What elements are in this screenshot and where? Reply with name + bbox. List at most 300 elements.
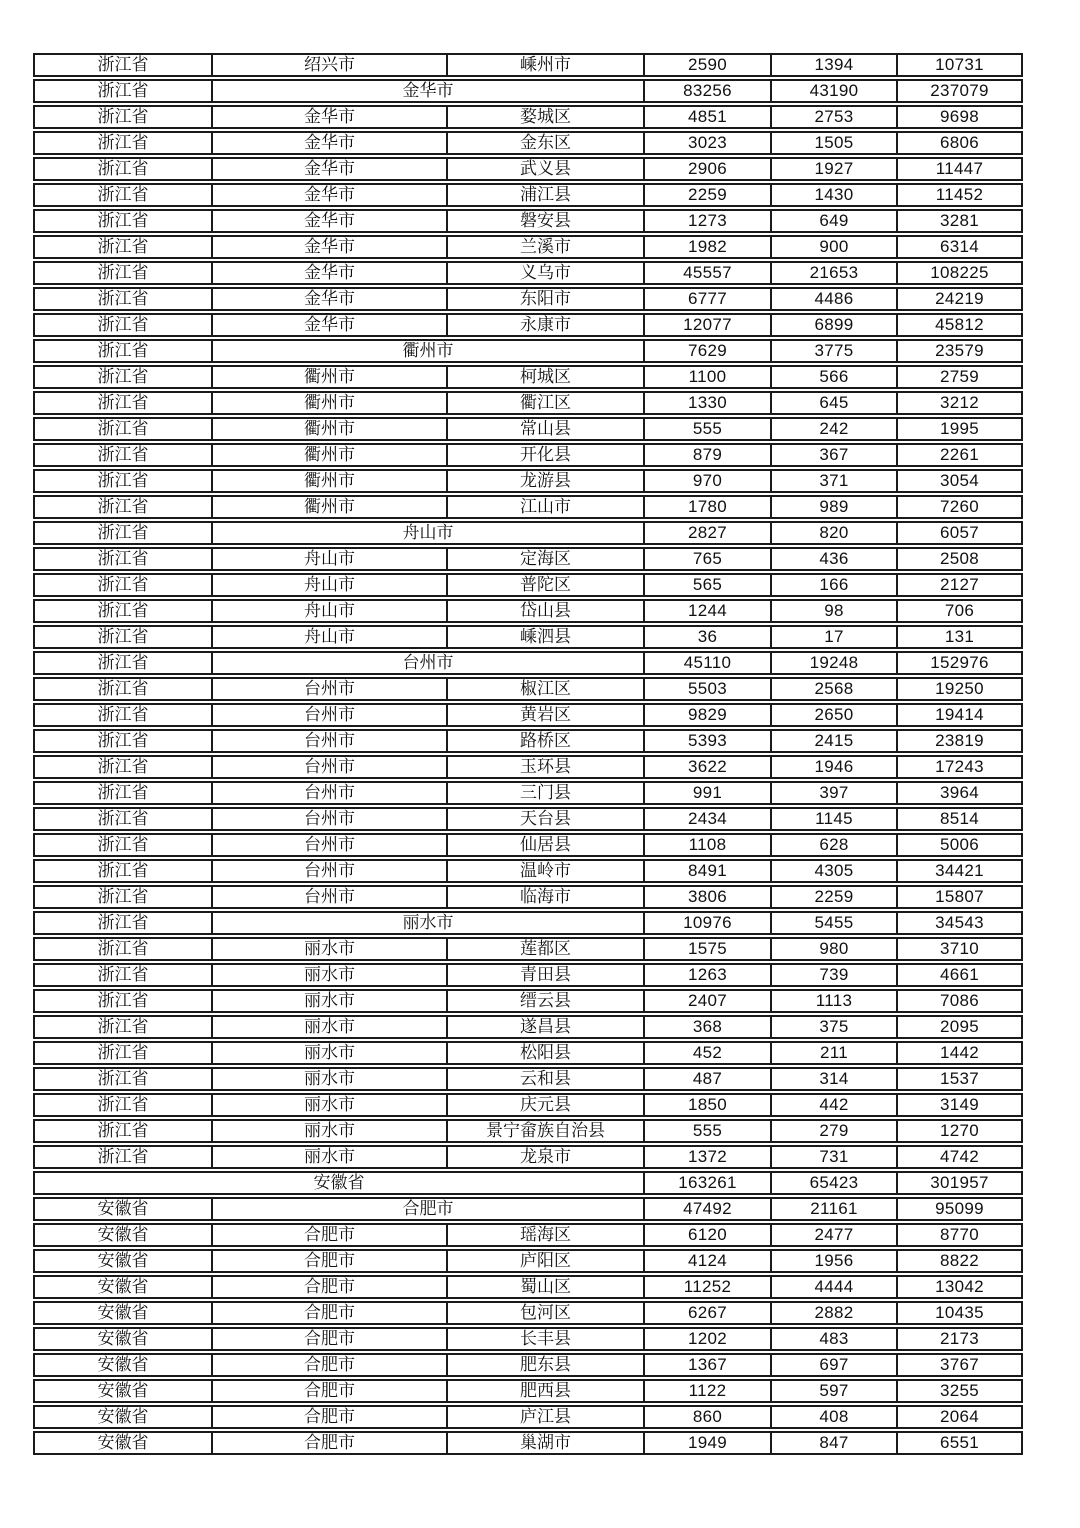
cell-value-3: 15807 (898, 885, 1023, 909)
city-total-row (33, 79, 1023, 103)
cell-value-3: 2127 (898, 573, 1023, 597)
cell-city-merged: 合肥市 (213, 1197, 645, 1221)
cell-value-1: 6120 (645, 1223, 772, 1247)
cell-value-2: 98 (772, 599, 898, 623)
cell-city: 衢州市 (213, 443, 448, 467)
table-row (33, 1249, 1023, 1273)
cell-district: 黄岩区 (448, 703, 645, 727)
cell-city: 舟山市 (213, 573, 448, 597)
cell-city: 金华市 (213, 183, 448, 207)
cell-value-2: 21161 (772, 1197, 898, 1221)
cell-value-2: 1430 (772, 183, 898, 207)
cell-value-2: 375 (772, 1015, 898, 1039)
table-row (33, 1353, 1023, 1377)
cell-district: 临海市 (448, 885, 645, 909)
table-row (33, 1379, 1023, 1403)
cell-value-2: 628 (772, 833, 898, 857)
cell-value-1: 3806 (645, 885, 772, 909)
cell-district: 浦江县 (448, 183, 645, 207)
cell-city: 舟山市 (213, 625, 448, 649)
cell-value-1: 2590 (645, 53, 772, 77)
cell-district: 义乌市 (448, 261, 645, 285)
cell-value-3: 9698 (898, 105, 1023, 129)
cell-value-3: 3281 (898, 209, 1023, 233)
cell-province: 安徽省 (33, 1353, 213, 1377)
cell-city: 舟山市 (213, 547, 448, 571)
cell-value-3: 6551 (898, 1431, 1023, 1455)
cell-value-3: 23579 (898, 339, 1023, 363)
cell-value-2: 442 (772, 1093, 898, 1117)
cell-value-1: 1202 (645, 1327, 772, 1351)
cell-city-merged: 台州市 (213, 651, 645, 675)
cell-value-1: 555 (645, 1119, 772, 1143)
cell-province: 浙江省 (33, 1145, 213, 1169)
table-row (33, 599, 1023, 623)
cell-value-2: 4305 (772, 859, 898, 883)
cell-city: 金华市 (213, 261, 448, 285)
cell-city: 合肥市 (213, 1327, 448, 1351)
cell-province: 浙江省 (33, 807, 213, 831)
cell-value-3: 8770 (898, 1223, 1023, 1247)
cell-province: 浙江省 (33, 755, 213, 779)
cell-district: 衢江区 (448, 391, 645, 415)
cell-value-1: 3023 (645, 131, 772, 155)
cell-value-3: 19414 (898, 703, 1023, 727)
cell-district: 温岭市 (448, 859, 645, 883)
cell-value-3: 1995 (898, 417, 1023, 441)
cell-value-3: 34543 (898, 911, 1023, 935)
table-row (33, 807, 1023, 831)
cell-value-1: 4124 (645, 1249, 772, 1273)
cell-value-1: 4851 (645, 105, 772, 129)
cell-province: 安徽省 (33, 1301, 213, 1325)
cell-province: 安徽省 (33, 1249, 213, 1273)
cell-district: 武义县 (448, 157, 645, 181)
cell-city-merged: 舟山市 (213, 521, 645, 545)
cell-district: 岱山县 (448, 599, 645, 623)
cell-city-merged: 金华市 (213, 79, 645, 103)
cell-district: 庐阳区 (448, 1249, 645, 1273)
cell-district: 兰溪市 (448, 235, 645, 259)
cell-province: 浙江省 (33, 989, 213, 1013)
cell-province: 浙江省 (33, 157, 213, 181)
cell-value-2: 2568 (772, 677, 898, 701)
cell-value-3: 706 (898, 599, 1023, 623)
table-row (33, 963, 1023, 987)
cell-value-3: 1537 (898, 1067, 1023, 1091)
cell-province: 浙江省 (33, 547, 213, 571)
cell-city: 台州市 (213, 677, 448, 701)
cell-district: 肥东县 (448, 1353, 645, 1377)
cell-city: 丽水市 (213, 1067, 448, 1091)
cell-value-3: 11452 (898, 183, 1023, 207)
cell-city: 衢州市 (213, 469, 448, 493)
cell-value-3: 3767 (898, 1353, 1023, 1377)
cell-value-3: 19250 (898, 677, 1023, 701)
table-row (33, 1015, 1023, 1039)
cell-province: 浙江省 (33, 235, 213, 259)
cell-value-3: 10731 (898, 53, 1023, 77)
cell-city: 金华市 (213, 131, 448, 155)
cell-district: 江山市 (448, 495, 645, 519)
cell-value-2: 980 (772, 937, 898, 961)
cell-district: 缙云县 (448, 989, 645, 1013)
cell-value-3: 5006 (898, 833, 1023, 857)
cell-province: 浙江省 (33, 651, 213, 675)
cell-value-2: 436 (772, 547, 898, 571)
cell-district: 仙居县 (448, 833, 645, 857)
cell-value-3: 7260 (898, 495, 1023, 519)
cell-value-1: 452 (645, 1041, 772, 1065)
table-row (33, 391, 1023, 415)
cell-city: 合肥市 (213, 1379, 448, 1403)
cell-district: 椒江区 (448, 677, 645, 701)
cell-value-2: 1505 (772, 131, 898, 155)
cell-city: 合肥市 (213, 1223, 448, 1247)
cell-district: 青田县 (448, 963, 645, 987)
cell-district: 长丰县 (448, 1327, 645, 1351)
cell-value-1: 1244 (645, 599, 772, 623)
cell-value-3: 8822 (898, 1249, 1023, 1273)
cell-value-3: 17243 (898, 755, 1023, 779)
cell-district: 玉环县 (448, 755, 645, 779)
cell-value-3: 3964 (898, 781, 1023, 805)
cell-province: 浙江省 (33, 183, 213, 207)
cell-value-3: 6057 (898, 521, 1023, 545)
cell-value-2: 397 (772, 781, 898, 805)
cell-value-1: 9829 (645, 703, 772, 727)
table-row (33, 495, 1023, 519)
cell-value-2: 2650 (772, 703, 898, 727)
city-total-row (33, 1197, 1023, 1221)
cell-value-2: 739 (772, 963, 898, 987)
cell-value-1: 1949 (645, 1431, 772, 1455)
cell-province: 安徽省 (33, 1275, 213, 1299)
cell-value-2: 2882 (772, 1301, 898, 1325)
cell-city: 合肥市 (213, 1301, 448, 1325)
cell-province: 浙江省 (33, 625, 213, 649)
cell-value-1: 2407 (645, 989, 772, 1013)
cell-province: 浙江省 (33, 365, 213, 389)
cell-value-2: 3775 (772, 339, 898, 363)
table-row (33, 209, 1023, 233)
cell-city: 丽水市 (213, 1093, 448, 1117)
cell-province: 浙江省 (33, 521, 213, 545)
table-row (33, 53, 1023, 77)
table-body (33, 53, 1023, 1455)
table-row (33, 703, 1023, 727)
cell-province: 浙江省 (33, 417, 213, 441)
cell-value-2: 367 (772, 443, 898, 467)
cell-district: 路桥区 (448, 729, 645, 753)
cell-province: 浙江省 (33, 495, 213, 519)
cell-province: 浙江省 (33, 53, 213, 77)
cell-city: 合肥市 (213, 1275, 448, 1299)
cell-value-2: 19248 (772, 651, 898, 675)
cell-province: 浙江省 (33, 885, 213, 909)
cell-value-1: 1273 (645, 209, 772, 233)
table-row (33, 989, 1023, 1013)
cell-province: 浙江省 (33, 1041, 213, 1065)
table-row (33, 1119, 1023, 1143)
cell-value-1: 1108 (645, 833, 772, 857)
cell-province: 浙江省 (33, 703, 213, 727)
cell-value-1: 1263 (645, 963, 772, 987)
cell-value-3: 3149 (898, 1093, 1023, 1117)
cell-province: 浙江省 (33, 443, 213, 467)
region-statistics-table (33, 51, 1023, 1457)
cell-value-3: 301957 (898, 1171, 1023, 1195)
cell-value-1: 83256 (645, 79, 772, 103)
cell-value-2: 279 (772, 1119, 898, 1143)
cell-value-3: 152976 (898, 651, 1023, 675)
table-row (33, 183, 1023, 207)
cell-city: 金华市 (213, 157, 448, 181)
cell-value-2: 166 (772, 573, 898, 597)
cell-district: 常山县 (448, 417, 645, 441)
cell-value-1: 555 (645, 417, 772, 441)
cell-value-1: 2259 (645, 183, 772, 207)
cell-province: 浙江省 (33, 573, 213, 597)
cell-city: 丽水市 (213, 1119, 448, 1143)
table-row (33, 677, 1023, 701)
cell-province: 浙江省 (33, 1067, 213, 1091)
table-row (33, 937, 1023, 961)
cell-province: 浙江省 (33, 105, 213, 129)
table-row (33, 1327, 1023, 1351)
cell-value-1: 8491 (645, 859, 772, 883)
cell-value-2: 211 (772, 1041, 898, 1065)
cell-value-2: 649 (772, 209, 898, 233)
cell-province: 浙江省 (33, 859, 213, 883)
cell-city: 台州市 (213, 729, 448, 753)
cell-city: 绍兴市 (213, 53, 448, 77)
cell-province: 浙江省 (33, 391, 213, 415)
cell-province: 浙江省 (33, 937, 213, 961)
cell-district: 遂昌县 (448, 1015, 645, 1039)
cell-province: 安徽省 (33, 1379, 213, 1403)
cell-province: 浙江省 (33, 469, 213, 493)
cell-value-1: 860 (645, 1405, 772, 1429)
cell-value-2: 566 (772, 365, 898, 389)
cell-city: 丽水市 (213, 963, 448, 987)
cell-value-2: 697 (772, 1353, 898, 1377)
table-row (33, 131, 1023, 155)
cell-value-2: 2415 (772, 729, 898, 753)
cell-value-3: 237079 (898, 79, 1023, 103)
cell-city: 金华市 (213, 105, 448, 129)
cell-value-1: 36 (645, 625, 772, 649)
cell-value-3: 3255 (898, 1379, 1023, 1403)
cell-city: 衢州市 (213, 365, 448, 389)
cell-district: 蜀山区 (448, 1275, 645, 1299)
cell-value-3: 3212 (898, 391, 1023, 415)
cell-city: 金华市 (213, 287, 448, 311)
cell-district: 庐江县 (448, 1405, 645, 1429)
cell-city: 台州市 (213, 885, 448, 909)
table-row (33, 833, 1023, 857)
city-total-row (33, 651, 1023, 675)
cell-value-2: 483 (772, 1327, 898, 1351)
cell-value-1: 565 (645, 573, 772, 597)
cell-value-1: 10976 (645, 911, 772, 935)
cell-value-3: 2759 (898, 365, 1023, 389)
cell-province: 安徽省 (33, 1431, 213, 1455)
cell-district: 嵊州市 (448, 53, 645, 77)
cell-value-1: 47492 (645, 1197, 772, 1221)
cell-value-1: 970 (645, 469, 772, 493)
cell-province-merged: 安徽省 (33, 1171, 645, 1195)
cell-value-2: 900 (772, 235, 898, 259)
cell-province: 浙江省 (33, 209, 213, 233)
cell-district: 永康市 (448, 313, 645, 337)
cell-value-2: 21653 (772, 261, 898, 285)
cell-value-1: 163261 (645, 1171, 772, 1195)
cell-value-3: 23819 (898, 729, 1023, 753)
cell-district: 磐安县 (448, 209, 645, 233)
cell-value-1: 5503 (645, 677, 772, 701)
cell-city: 金华市 (213, 313, 448, 337)
cell-value-3: 108225 (898, 261, 1023, 285)
cell-city: 衢州市 (213, 417, 448, 441)
cell-province: 浙江省 (33, 599, 213, 623)
table-row (33, 625, 1023, 649)
cell-district: 包河区 (448, 1301, 645, 1325)
cell-value-2: 731 (772, 1145, 898, 1169)
cell-value-1: 2906 (645, 157, 772, 181)
cell-city: 衢州市 (213, 495, 448, 519)
table-row (33, 547, 1023, 571)
cell-value-1: 1367 (645, 1353, 772, 1377)
cell-district: 松阳县 (448, 1041, 645, 1065)
cell-value-2: 1394 (772, 53, 898, 77)
cell-city-merged: 衢州市 (213, 339, 645, 363)
cell-value-1: 991 (645, 781, 772, 805)
cell-city: 丽水市 (213, 1041, 448, 1065)
cell-district: 龙游县 (448, 469, 645, 493)
table-row (33, 1431, 1023, 1455)
city-total-row (33, 521, 1023, 545)
cell-value-1: 765 (645, 547, 772, 571)
cell-province: 安徽省 (33, 1327, 213, 1351)
cell-value-1: 879 (645, 443, 772, 467)
cell-district: 瑶海区 (448, 1223, 645, 1247)
cell-value-1: 1122 (645, 1379, 772, 1403)
cell-city: 合肥市 (213, 1405, 448, 1429)
table-row (33, 235, 1023, 259)
cell-value-2: 820 (772, 521, 898, 545)
cell-district: 婺城区 (448, 105, 645, 129)
cell-district: 金东区 (448, 131, 645, 155)
cell-province: 浙江省 (33, 261, 213, 285)
table-row (33, 859, 1023, 883)
cell-city: 金华市 (213, 209, 448, 233)
table-row (33, 1041, 1023, 1065)
cell-value-3: 2095 (898, 1015, 1023, 1039)
cell-province: 浙江省 (33, 911, 213, 935)
table-row (33, 1223, 1023, 1247)
cell-district: 开化县 (448, 443, 645, 467)
cell-city: 台州市 (213, 703, 448, 727)
table-row (33, 105, 1023, 129)
cell-value-3: 3710 (898, 937, 1023, 961)
cell-district: 定海区 (448, 547, 645, 571)
cell-province: 浙江省 (33, 313, 213, 337)
cell-value-2: 597 (772, 1379, 898, 1403)
cell-province: 浙江省 (33, 1119, 213, 1143)
cell-province: 安徽省 (33, 1405, 213, 1429)
cell-value-3: 3054 (898, 469, 1023, 493)
cell-value-2: 1145 (772, 807, 898, 831)
cell-district: 龙泉市 (448, 1145, 645, 1169)
cell-value-2: 314 (772, 1067, 898, 1091)
cell-value-3: 4661 (898, 963, 1023, 987)
cell-city: 台州市 (213, 807, 448, 831)
table-row (33, 287, 1023, 311)
cell-value-2: 989 (772, 495, 898, 519)
cell-value-2: 408 (772, 1405, 898, 1429)
cell-value-3: 45812 (898, 313, 1023, 337)
table-row (33, 1275, 1023, 1299)
cell-district: 天台县 (448, 807, 645, 831)
cell-province: 浙江省 (33, 963, 213, 987)
table-row (33, 573, 1023, 597)
cell-city: 丽水市 (213, 1145, 448, 1169)
cell-district: 巢湖市 (448, 1431, 645, 1455)
cell-value-3: 2261 (898, 443, 1023, 467)
cell-district: 东阳市 (448, 287, 645, 311)
cell-value-3: 6314 (898, 235, 1023, 259)
cell-district: 景宁畲族自治县 (448, 1119, 645, 1143)
cell-value-1: 1575 (645, 937, 772, 961)
cell-value-3: 131 (898, 625, 1023, 649)
cell-value-2: 2753 (772, 105, 898, 129)
table-row (33, 755, 1023, 779)
cell-district: 柯城区 (448, 365, 645, 389)
cell-value-2: 1956 (772, 1249, 898, 1273)
cell-value-3: 2064 (898, 1405, 1023, 1429)
cell-value-2: 645 (772, 391, 898, 415)
cell-city-merged: 丽水市 (213, 911, 645, 935)
cell-city: 合肥市 (213, 1353, 448, 1377)
table-row (33, 313, 1023, 337)
cell-value-2: 65423 (772, 1171, 898, 1195)
cell-value-1: 368 (645, 1015, 772, 1039)
table-row (33, 1093, 1023, 1117)
cell-value-2: 1946 (772, 755, 898, 779)
cell-value-1: 3622 (645, 755, 772, 779)
cell-city: 台州市 (213, 781, 448, 805)
cell-district: 云和县 (448, 1067, 645, 1091)
cell-value-2: 6899 (772, 313, 898, 337)
table-row (33, 261, 1023, 285)
table-row (33, 781, 1023, 805)
cell-province: 浙江省 (33, 677, 213, 701)
cell-value-2: 242 (772, 417, 898, 441)
cell-value-3: 4742 (898, 1145, 1023, 1169)
cell-province: 浙江省 (33, 287, 213, 311)
cell-value-1: 1982 (645, 235, 772, 259)
cell-province: 浙江省 (33, 1093, 213, 1117)
cell-district: 嵊泗县 (448, 625, 645, 649)
cell-city: 合肥市 (213, 1431, 448, 1455)
cell-city: 台州市 (213, 833, 448, 857)
cell-value-1: 2434 (645, 807, 772, 831)
cell-value-2: 371 (772, 469, 898, 493)
cell-value-2: 1113 (772, 989, 898, 1013)
cell-value-2: 1927 (772, 157, 898, 181)
city-total-row (33, 911, 1023, 935)
